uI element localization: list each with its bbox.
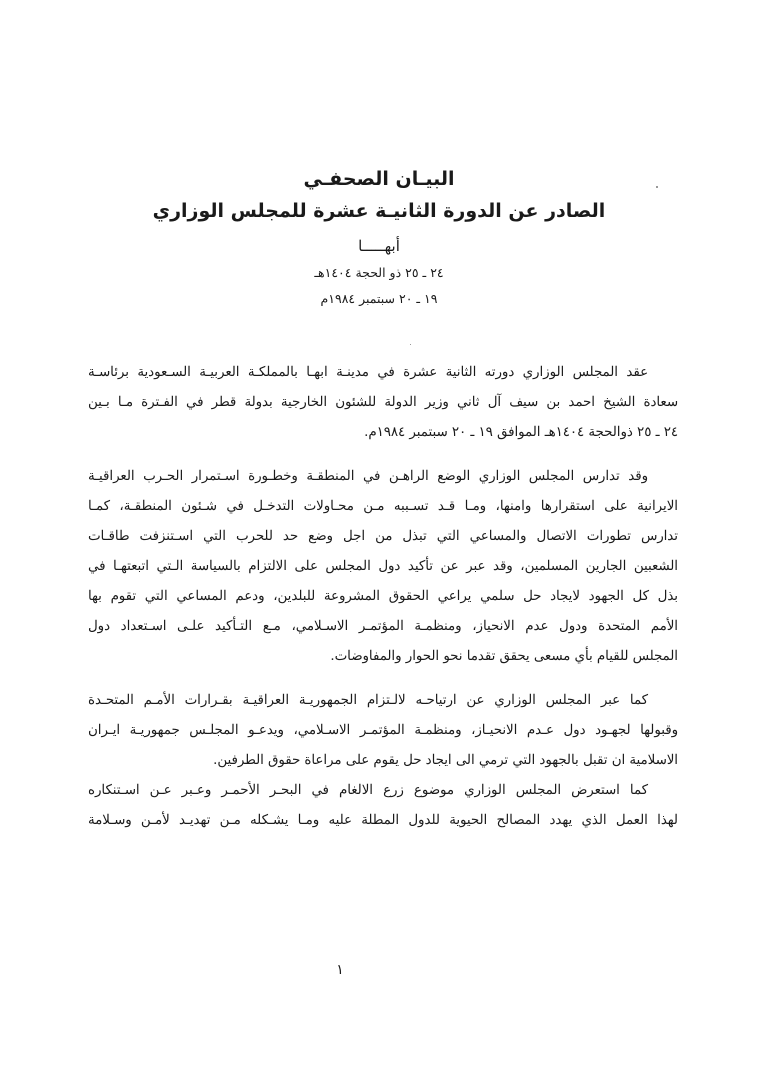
paragraph-line: وقبولها لجهـود دول عـدم الانحيـاز، ومنظمـة المؤتمـر الاسـلامي، ويدعـو المجلـس جمهوريـة ايـران [88,723,678,738]
scan-speck [656,186,658,188]
paragraph-line: الأمم المتحدة ودول عدم الانحياز، ومنظمـة المؤتمـر الاسـلامي، مـع التـأكيد علـى اسـتعداد دول [88,619,678,634]
paragraph-line: الاسلامية ان تقبل بالجهود التي ترمي الى ايجاد حل يقوم على مراعاة حقوق الطرفين. [213,753,678,768]
paragraph-line: لهذا العمل الذي يهدد المصالح الحيوية للدول المطلة عليه ومـا يشـكله مـن تهديـد لأمـن وسـلامة [88,813,678,828]
document-place: أبهـــــا [358,237,400,255]
document-title: البيـان الصحفـي [303,168,455,190]
document-subtitle: الصادر عن الدورة الثانيـة عشرة للمجلس الوزاري [152,200,606,222]
paragraph-spacer [88,672,678,686]
paragraph-3 [88,686,678,776]
paragraph-2 [88,462,678,672]
paragraph-1 [88,358,678,448]
paragraph-line: سعادة الشيخ احمد بن سيف آل ثاني وزير الدولة للشئون الخارجية بدولة قطر في الفـترة مـا بـين [88,395,678,410]
paragraph-line: كما استعرض المجلس الوزاري موضوع زرع الالغام في البحـر الأحمـر وعـبر عـن اسـتنكاره [88,783,648,798]
paragraph-line: وقد تدارس المجلس الوزاري الوضع الراهـن في المنطقـة وخطـورة اسـتمرار الحـرب العراقيـة [88,469,648,484]
page-number: ١ [336,962,344,978]
hijri-date: ٢٤ ـ ٢٥ ذو الحجة ١٤٠٤هـ [314,265,444,280]
paragraph-line: بذل كل الجهود لايجاد حل سلمي يراعي الحقوق المشروعة للبلدين، ودعم المساعي التي تقوم بها [88,589,678,604]
paragraph-spacer [88,448,678,462]
document-body [88,358,678,836]
paragraph-line: الشعبين الجارين المسلمين، وقد عبر عن تأكيد دول المجلس على الالتزام بالسياسة الـتي اتبعتهـا في [88,559,678,574]
paragraph-4 [88,776,678,836]
paragraph-line: ٢٤ ـ ٢٥ ذوالحجة ١٤٠٤هـ الموافق ١٩ ـ ٢٠ سبتمبر ١٩٨٤م. [364,425,678,440]
scan-speck [410,344,411,345]
paragraph-line: كما عبر المجلس الوزاري عن ارتياحـه لالـتزام الجمهوريـة العراقيـة بقـرارات الأمـم المتحـدة [88,693,648,708]
paragraph-line: المجلس للقيام بأي مسعى يحقق تقدما نحو الحوار والمفاوضات. [330,649,678,664]
paragraph-line: تدارس تطورات الاتصال والمساعي التي تبذل من اجل وضع حد للحرب التي اسـتنزفت طاقـات [88,529,678,544]
gregorian-date: ١٩ ـ ٢٠ سبتمبر ١٩٨٤م [320,291,438,306]
paragraph-line: الايرانية على استقرارها وامنها، ومـا قـد تسـببه مـن محـاولات التدخـل في شـئون المنطقـة، كمـا [88,499,678,514]
paragraph-line: عقد المجلس الوزاري دورته الثانية عشرة في مدينـة ابهـا بالمملكـة العربيـة السـعودية برئاسـة [88,365,648,380]
